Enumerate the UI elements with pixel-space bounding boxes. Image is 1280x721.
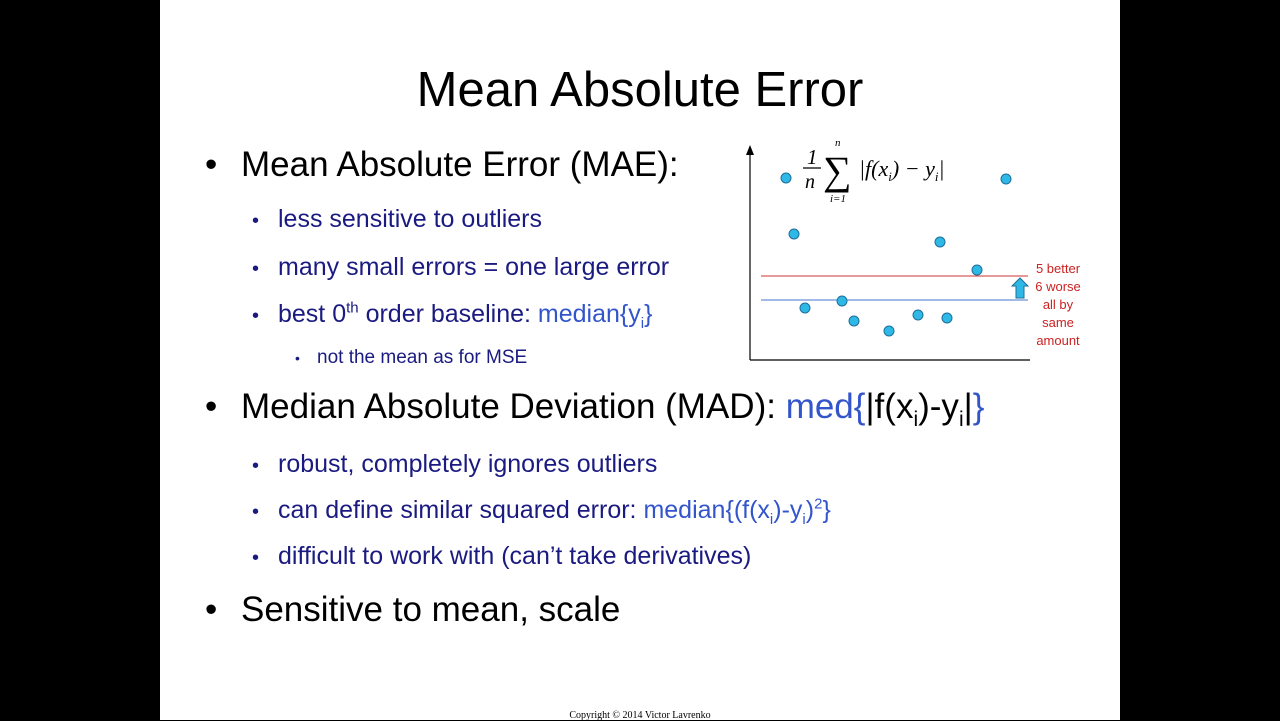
point bbox=[837, 296, 847, 306]
mad-text: Median Absolute Deviation (MAD): $med\{|f(x_i)-y_i|\}$ bbox=[241, 387, 985, 431]
difficult-text: difficult to work with (can’t take derivatives) bbox=[278, 542, 752, 570]
bullet-robust: • robust, completely ignores outliers bbox=[252, 450, 658, 478]
not-mean-text: not the mean as for MSE bbox=[317, 347, 528, 368]
formula-numerator: 1 bbox=[807, 145, 818, 169]
mae-label: Mean Absolute Error (MAE): bbox=[241, 145, 679, 184]
chart-note bbox=[1028, 260, 1088, 350]
bullet-not-mean: • not the mean as for MSE bbox=[295, 347, 528, 368]
point bbox=[972, 265, 982, 275]
bullet-outliers: • less sensitive to outliers bbox=[252, 205, 543, 233]
point bbox=[1001, 174, 1011, 184]
point bbox=[935, 237, 945, 247]
bullet-small-errors: • many small errors = one large error bbox=[252, 253, 670, 281]
slide-title: Mean Absolute Error bbox=[416, 63, 864, 117]
mae-formula bbox=[803, 140, 945, 205]
note-line: same bbox=[1042, 315, 1074, 330]
mae-illustration-chart bbox=[745, 140, 1045, 365]
bullet-mad: • Median Absolute Deviation (MAD): $med\{|f(x_i)-y_i|\}$ bbox=[205, 387, 985, 431]
slide bbox=[160, 0, 1120, 720]
copyright: Copyright © 2014 Victor Lavrenko bbox=[569, 710, 711, 721]
bullet-sensitive: • Sensitive to mean, scale bbox=[205, 590, 621, 629]
bullet-dot: • bbox=[205, 145, 218, 184]
y-axis-arrow bbox=[746, 145, 754, 155]
point bbox=[884, 326, 894, 336]
baseline-text: best 0th order baseline: $median\{y_i\}$ bbox=[278, 299, 653, 332]
point bbox=[781, 173, 791, 183]
note-line: amount bbox=[1036, 333, 1080, 348]
formula-denominator: n bbox=[805, 171, 815, 193]
bullet-baseline: • best 0th order baseline: $median\{y_i\}$ bbox=[252, 299, 653, 332]
sensitive-text: Sensitive to mean, scale bbox=[241, 590, 621, 629]
point bbox=[789, 229, 799, 239]
note-line: 6 worse bbox=[1035, 279, 1081, 294]
formula-body: $|f(x_i) - y_i|$ bbox=[859, 156, 945, 184]
squared-text: can define similar squared error: $median\{(f(x_i)-y_i)^2\}$ bbox=[278, 495, 831, 528]
note-line: 5 better bbox=[1035, 261, 1081, 276]
shift-arrow-icon bbox=[1012, 278, 1028, 298]
data-points bbox=[781, 173, 1011, 336]
note-line: all by bbox=[1042, 297, 1074, 312]
formula-sum-top: n bbox=[835, 140, 841, 149]
bullet-mae bbox=[205, 145, 679, 185]
robust-text: robust, completely ignores outliers bbox=[278, 450, 658, 478]
formula-sum-bottom: i=1 bbox=[830, 193, 846, 205]
point bbox=[849, 316, 859, 326]
point bbox=[942, 313, 952, 323]
formula-sigma: ∑ bbox=[823, 148, 852, 193]
point bbox=[913, 310, 923, 320]
bullet-difficult: • difficult to work with (can’t take derivatives) bbox=[252, 542, 752, 570]
small-errors-text: many small errors = one large error bbox=[278, 253, 670, 281]
point bbox=[800, 303, 810, 313]
bullet-squared: • can define similar squared error: $median\{(f(x_i)-y_i)^2\}$ bbox=[252, 495, 831, 528]
outliers-text: less sensitive to outliers bbox=[278, 205, 543, 233]
